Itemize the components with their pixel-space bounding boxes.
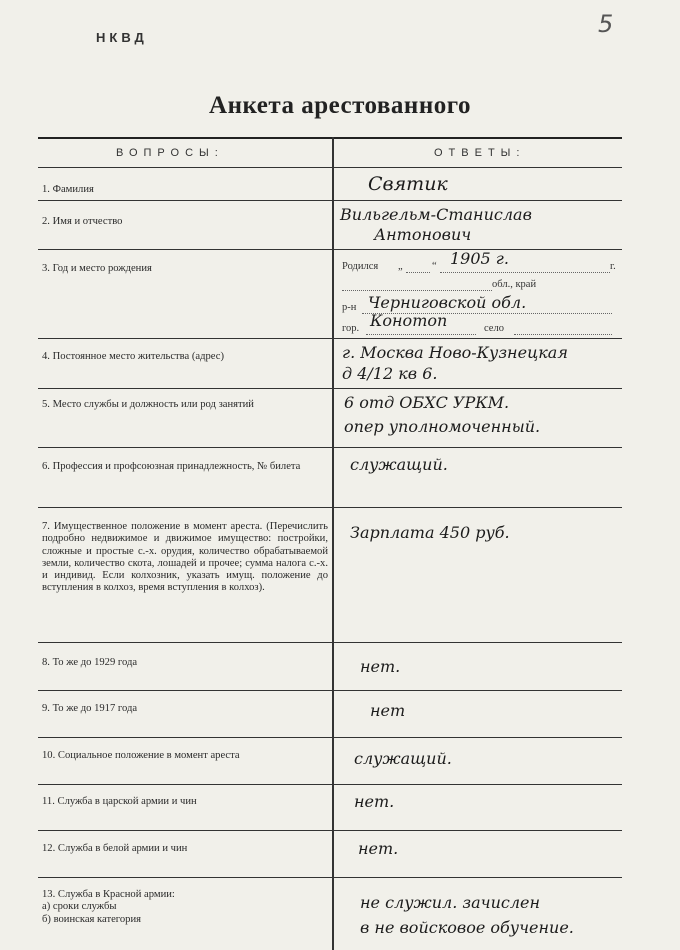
birth-quote-open: „ [398, 261, 403, 272]
answer-residence-line1: г. Москва Ново-Кузнецкая [342, 343, 568, 362]
row-separator [38, 388, 622, 389]
answer-birth-year: 1905 г. [450, 249, 509, 268]
birth-date-blank [440, 272, 610, 273]
row-separator [38, 877, 622, 878]
question-5-workplace: 5. Место службы и должность или род занятий [42, 399, 254, 410]
question-3-birth: 3. Год и место рождения [42, 263, 152, 274]
question-13-red-army: 13. Служба в Красной армии: а) сроки службы б) воинская категория [42, 889, 175, 925]
answer-name-line2: Антонович [374, 225, 472, 244]
page-number: 5 [598, 10, 614, 38]
answer-birth-region: Черниговской обл. [368, 293, 527, 312]
question-6-profession: 6. Профессия и профсоюзная принадлежность, № билета [42, 461, 301, 472]
answer-residence-line2: д 4/12 кв 6. [342, 364, 438, 383]
row-separator [38, 447, 622, 448]
row-separator [38, 784, 622, 785]
birth-region-label: обл., край [492, 279, 537, 290]
birth-day-blank [406, 272, 430, 273]
birth-town-blank [366, 334, 476, 335]
question-7-property: 7. Имущественное положение в момент ареста. (Перечислить подробно недвижимое и движимое имущество: постройки, сложные и простые с.-х. орудия, количество обрабатываемой земли, количество скота, лошадей и прочее; сумма налога с.-х. и индивид. Если колхозник, указать имущ. положение до вступления в колхоз, время вступления в колхоз). [42, 521, 328, 594]
birth-village-blank [514, 334, 612, 335]
answer-profession: служащий. [350, 455, 448, 474]
row-separator [38, 507, 622, 508]
table-top-rule [38, 137, 622, 139]
answer-property: Зарплата 450 руб. [350, 523, 510, 542]
answer-work-line2: опер уполномоченный. [344, 417, 541, 436]
answer-before-1917: нет [370, 701, 406, 720]
answer-red-army-line1: не служил. зачислен [360, 893, 541, 912]
row-separator [38, 200, 622, 201]
answer-before-1929: нет. [360, 657, 401, 676]
agency-header: НКВД [96, 30, 148, 45]
question-1-surname: 1. Фамилия [42, 184, 94, 195]
answer-birth-town: Конотоп [370, 311, 448, 330]
birth-year-suffix: г. [610, 261, 616, 272]
column-divider [332, 137, 334, 950]
question-8-before-1929: 8. То же до 1929 года [42, 657, 138, 668]
question-4-residence: 4. Постоянное место жительства (адрес) [42, 351, 224, 362]
answer-name-line1: Вильгельм-Станислав [340, 205, 532, 224]
row-separator [38, 690, 622, 691]
answer-work-line1: 6 отд ОБХС УРКМ. [344, 393, 510, 412]
answer-social-status: служащий. [354, 749, 452, 768]
birth-district-label: р-н [342, 302, 357, 313]
header-answers: ОТВЕТЫ: [434, 147, 526, 159]
questionnaire-table [38, 137, 622, 950]
row-separator [38, 642, 622, 643]
question-2-name: 2. Имя и отчество [42, 216, 123, 227]
answer-white-army: нет. [358, 839, 399, 858]
header-questions: ВОПРОСЫ: [116, 147, 224, 159]
row-separator [38, 249, 622, 250]
row-separator [38, 338, 622, 339]
answer-surname: Святик [368, 173, 448, 195]
form-title: Анкета арестованного [209, 92, 471, 119]
answer-red-army-line2: в не войсковое обучение. [360, 918, 574, 937]
birth-village-label: село [484, 323, 504, 334]
question-9-before-1917: 9. То же до 1917 года [42, 703, 138, 714]
question-10-social-status: 10. Социальное положение в момент ареста [42, 750, 240, 761]
answer-tsarist-army: нет. [354, 792, 395, 811]
birth-born-label: Родился [342, 261, 379, 272]
question-12-white-army: 12. Служба в белой армии и чин [42, 843, 188, 854]
birth-town-label: гор. [342, 323, 360, 334]
row-separator [38, 167, 622, 168]
birth-quote-close: “ [432, 261, 437, 272]
birth-region-blank [342, 290, 492, 291]
question-11-tsarist-army: 11. Служба в царской армии и чин [42, 796, 197, 807]
row-separator [38, 830, 622, 831]
row-separator [38, 737, 622, 738]
